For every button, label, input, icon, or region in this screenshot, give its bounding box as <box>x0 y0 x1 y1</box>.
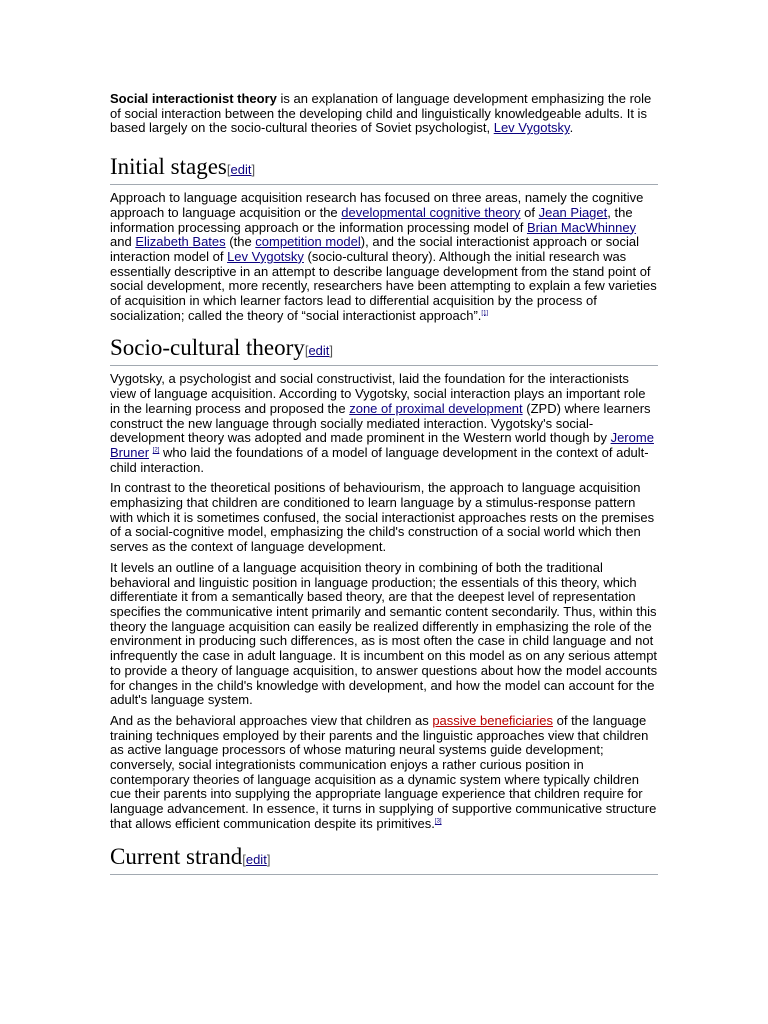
link-competition-model[interactable]: competition model <box>255 234 361 250</box>
paragraph-socio-cultural-3: It levels an outline of a language acquisition theory in combining of both the traditional behavioral and linguistic position in language production; the essentials of this theory, which differentiate it from a semantically based theory, are that the deepest level of representation specifies the communicative intent primarily and semantic content secondarily. Thus, within this theory the language acquisition can easily be realized differently in emphasizing the role of the environment in producing such differences, as is most often the case in child language and not infrequently the case in adult language. It is incumbent on this model as on any serious attempt to provide a theory of language acquisition, to answer questions about how the model accounts for changes in the child's knowledge with development, and how the model can account for the adult's language system. <box>110 559 658 708</box>
intro-paragraph: Social interactionist theory is an explanation of language development emphasizing the role of social interaction between the developing child and linguistically knowledgeable adults. It is based largely on the socio-cultural theories of Soviet psychologist, Lev Vygotsky. <box>110 91 652 136</box>
paragraph-socio-cultural-2: In contrast to the theoretical positions of behaviourism, the approach to language acquisition emphasizing that children are conditioned to learn language by a stimulus-response pattern with which it is sometimes confused, the social interactionist approaches rests on the premises of a social-cognitive model, emphasizing the child's construction of a social world which then serves as the context of language development. <box>110 480 655 555</box>
edit-section: [edit] <box>242 851 271 867</box>
link-passive-beneficiaries[interactable]: passive beneficiaries <box>432 712 553 728</box>
heading-text: Initial stages <box>110 154 227 180</box>
link-jean-piaget[interactable]: Jean Piaget <box>538 204 608 220</box>
link-elizabeth-bates[interactable]: Elizabeth Bates <box>135 234 226 250</box>
paragraph-socio-cultural-1: Vygotsky, a psychologist and social constructivist, laid the foundation for the interactionists view of language acquisition. According to Vygotsky, social interaction plays an important role in the learning process and proposed the zone of proximal development (ZPD) where learners construct the new language through socially mediated interaction. Vygotsky's social-development theory was adopted and made prominent in the Western world though by Jerome Bruner [2] who laid the foundations of a model of language development in the context of adult-child interaction. <box>110 371 654 475</box>
heading-text: Socio-cultural theory <box>110 335 305 361</box>
heading-current-strand <box>110 844 658 875</box>
reference-2[interactable]: [2] <box>152 447 160 454</box>
link-jerome-bruner[interactable]: Jerome Bruner <box>110 430 654 460</box>
heading-text: Current strand <box>110 843 243 869</box>
paragraph-socio-cultural-4: And as the behavioral approaches view that children as passive beneficiaries of the language training techniques employed by their parents and the linguistic approaches view that children as active language processors of whose maturing neural systems guide development; conversely, social integrationists communication enjoys a rather curious position in contemporary theories of language acquisition as a dynamic system where typically children cue their parents into supplying the appropriate language experience that children require for language advancement. In essence, it turns in supplying of supportive communicative structure that allows efficient communication despite its primitives.[3] <box>110 712 657 831</box>
heading-socio-cultural-theory <box>110 335 658 366</box>
edit-link-current-strand[interactable]: edit <box>245 851 267 867</box>
reference-1[interactable]: [1] <box>481 310 489 317</box>
intro-term: Social interactionist theory <box>110 91 277 106</box>
heading-initial-stages <box>110 154 658 185</box>
link-lev-vygotsky-2[interactable]: Lev Vygotsky <box>227 248 304 264</box>
edit-section: [edit] <box>304 343 334 359</box>
edit-section: [edit] <box>226 162 256 178</box>
link-brian-macwhinney[interactable]: Brian MacWhinney <box>526 219 637 235</box>
edit-link-socio-cultural-theory[interactable]: edit <box>308 343 330 359</box>
link-zone-of-proximal-development[interactable]: zone of proximal development <box>349 400 523 416</box>
edit-link-initial-stages[interactable]: edit <box>230 162 252 178</box>
article-body <box>110 92 658 881</box>
link-lev-vygotsky[interactable]: Lev Vygotsky <box>493 120 570 136</box>
link-developmental-cognitive-theory[interactable]: developmental cognitive theory <box>341 204 521 220</box>
paragraph-initial-stages: Approach to language acquisition research has focused on three areas, namely the cognitive approach to language acquisition or the developmental cognitive theory of Jean Piaget, the information processing approach or the information processing model of Brian MacWhinney and Elizabeth Bates (the competition model), and the social interactionist approach or social interaction model of Lev Vygotsky (socio-cultural theory). Although the initial research was essentially descriptive in an attempt to describe language development from the stand point of social development, more recently, researchers have been attempting to explain a few varieties of acquisition in which learner factors lead to differential acquisition by the process of socialization; called the theory of “social interactionist approach”.[1] <box>110 190 657 323</box>
reference-3[interactable]: [3] <box>434 818 442 825</box>
